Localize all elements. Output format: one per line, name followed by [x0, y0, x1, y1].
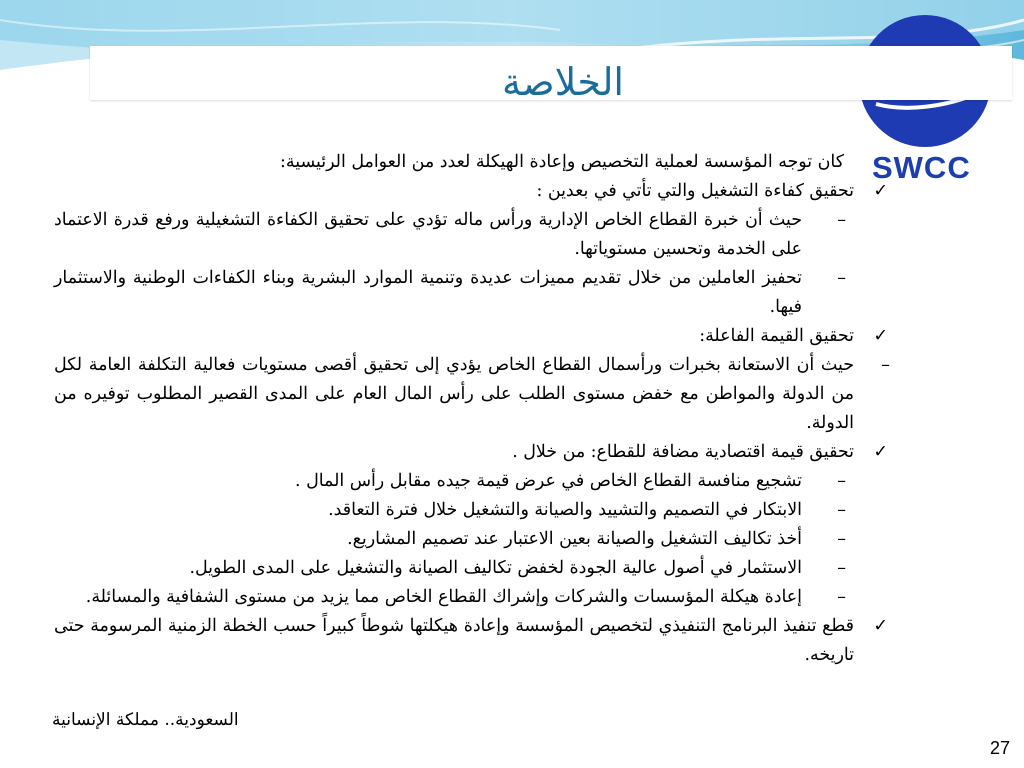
dash-icon: –: [837, 471, 846, 491]
logo-text: SWCC: [872, 150, 971, 185]
sub-bullet: [54, 583, 874, 612]
sub-bullet: [54, 496, 874, 525]
bullet-text: تحقيق القيمة الفاعلة:: [699, 326, 854, 346]
sub-bullet-text: الاستثمار في أصول عالية الجودة لخفض تكاليف الصيانة والتشغيل على المدى الطويل.: [189, 558, 802, 578]
bullet-value: [54, 322, 888, 351]
sub-bullet-text: الابتكار في التصميم والتشييد والصيانة والتشغيل خلال فترة التعاقد.: [328, 500, 802, 520]
bullet-program-progress: [54, 612, 888, 670]
page-number: 27: [990, 738, 1011, 758]
dash-icon: –: [837, 268, 846, 288]
bullet-text: تحقيق كفاءة التشغيل والتي تأتي في بعدين :: [536, 181, 854, 201]
dash-icon: –: [881, 355, 890, 375]
slide-content: [54, 148, 890, 670]
sub-bullet-text: حيث أن الاستعانة بخبرات ورأسمال القطاع الخاص يؤدي إلى تحقيق أقصى مستويات فعالية التكلفة العامة لكل من الدولة والمواطن مع خفض مستوى الطلب على رأس المال العام على المدى القصير المطلوب توفيره من الدولة.: [54, 355, 854, 433]
sub-bullet-text: حيث أن خبرة القطاع الخاص الإدارية ورأس ماله تؤدي على تحقيق الكفاءة التشغيلية ورفع قدرة الاعتماد على الخدمة وتحسين مستوياتها.: [54, 210, 802, 259]
checkmark-icon: ✓: [873, 181, 888, 201]
dash-icon: –: [837, 500, 846, 520]
sub-bullet: [54, 351, 890, 438]
sub-bullet-text: أخذ تكاليف التشغيل والصيانة بعين الاعتبار عند تصميم المشاريع.: [347, 529, 802, 549]
sub-bullet: [54, 525, 874, 554]
sub-bullet: [54, 206, 874, 264]
sub-bullet: [54, 554, 874, 583]
sub-bullet-text: تحفيز العاملين من خلال تقديم مميزات عديدة وتنمية الموارد البشرية وبناء الكفاءات الوطنية والاستثمار فيها.: [54, 268, 802, 317]
sub-bullet-text: تشجيع منافسة القطاع الخاص في عرض قيمة جيده مقابل رأس المال .: [295, 471, 802, 491]
bullet-text: تحقيق قيمة اقتصادية مضافة للقطاع: من خلال .: [512, 442, 854, 462]
checkmark-icon: ✓: [873, 616, 888, 636]
checkmark-icon: ✓: [873, 326, 888, 346]
sub-bullet-text: إعادة هيكلة المؤسسات والشركات وإشراك القطاع الخاص مما يزيد من مستوى الشفافية والمسائلة.: [85, 587, 802, 607]
bullet-economic-value: [54, 438, 888, 467]
sub-bullet: [54, 467, 874, 496]
dash-icon: –: [837, 558, 846, 578]
dash-icon: –: [837, 529, 846, 549]
sub-bullet: [54, 264, 874, 322]
checkmark-icon: ✓: [873, 442, 888, 462]
dash-icon: –: [837, 210, 846, 230]
footer-slogan: السعودية.. مملكة الإنسانية: [52, 710, 239, 730]
bullet-text: قطع تنفيذ البرنامج التنفيذي لتخصيص المؤسسة وإعادة هيكلتها شوطاً كبيراً حسب الخطة الزمنية المرسومة حتى تاريخه.: [54, 616, 854, 665]
intro-text: كان توجه المؤسسة لعملية التخصيص وإعادة الهيكلة لعدد من العوامل الرئيسية:: [280, 152, 844, 172]
bullet-efficiency: [54, 177, 888, 206]
dash-icon: –: [837, 587, 846, 607]
slide-title: الخلاصة: [502, 60, 624, 104]
